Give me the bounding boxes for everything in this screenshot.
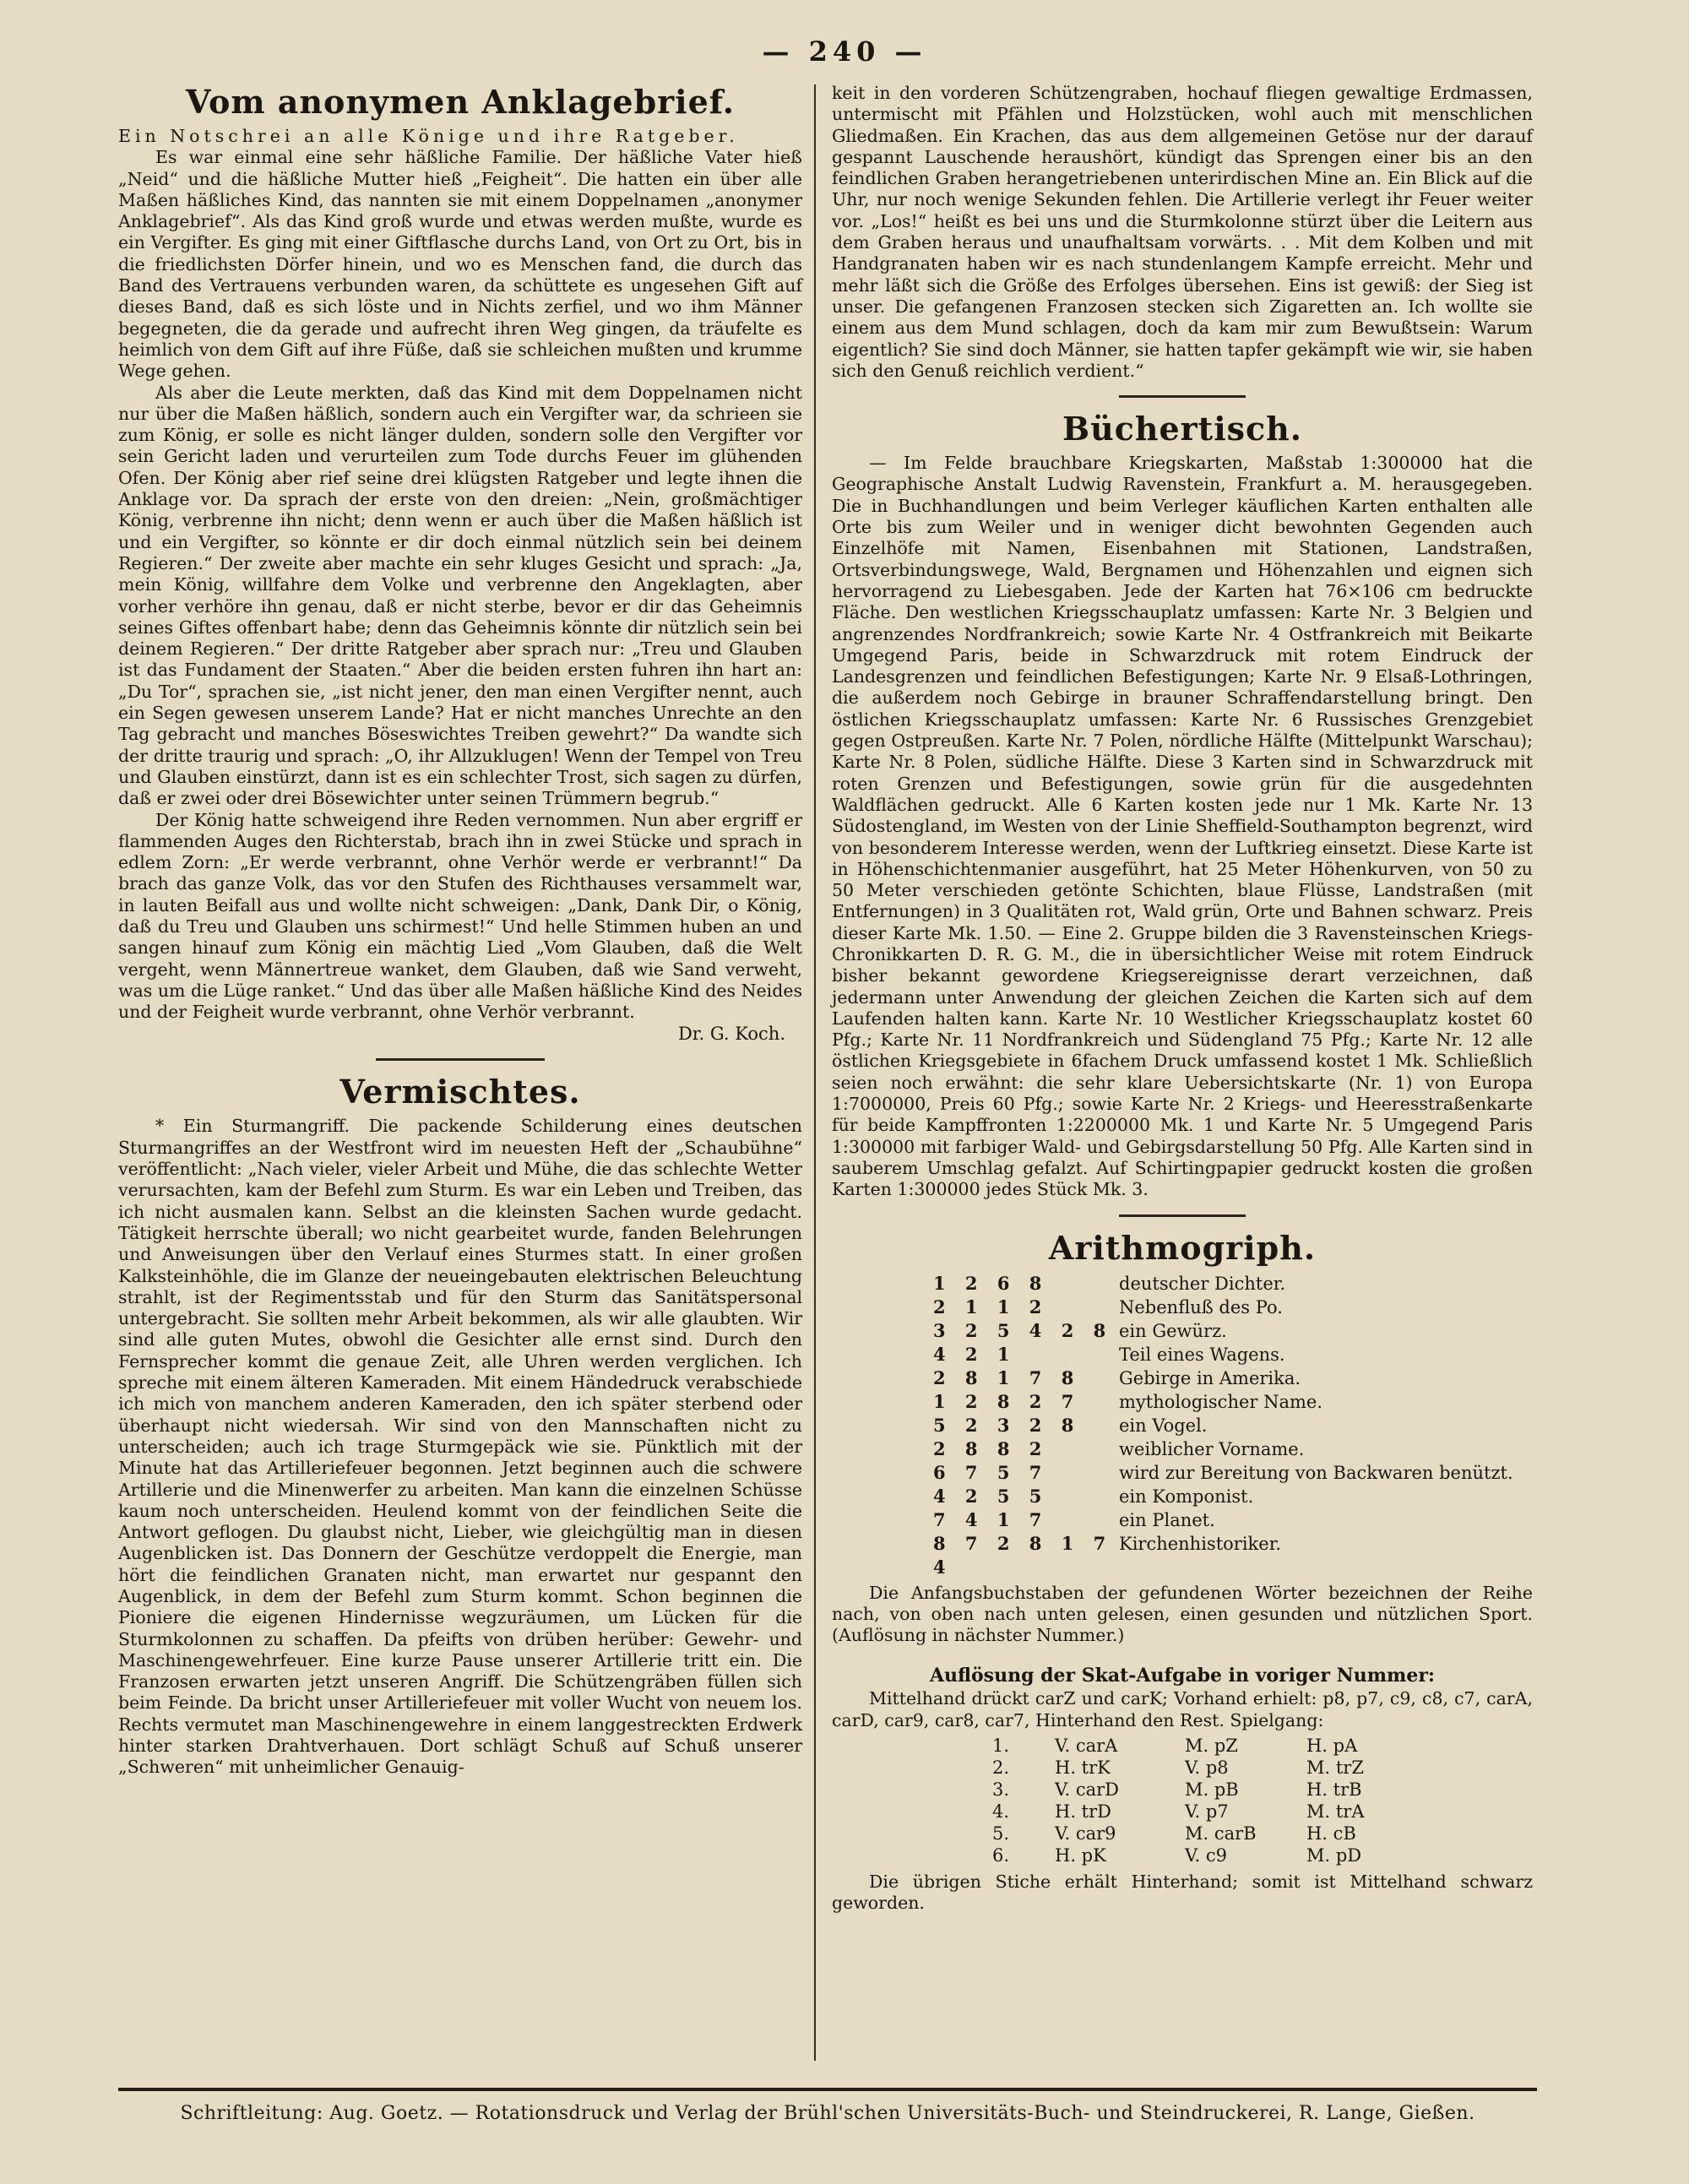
table-row: 6. H. pK V. c9 M. pD — [992, 1845, 1362, 1866]
article-paragraph: Es war einmal eine sehr häßliche Familie. Der häßliche Vater hieß „Neid“ und die häßliche Mutter hieß „Feigheit“. Die hatten ein über alle Maßen häßliches Kind, das nannten sie mit einem Doppelnamen „anonymer Anklagebrief“. Als das Kind groß wurde und etwas werden mußte, wurde es ein Vergifter. Es ging mit einer Giftflasche durchs Land, von Ort zu Ort, bis in die friedlichsten Dörfer hinein, und wo es Menschen fand, die durch das Band des Vertrauens verbunden waren, da schüttete es ungesehen Gift auf dieses Band, daß es sich löste und in Nichts zerfiel, und wo ihm Männer begegneten, die da gerade und aufrecht ihren Weg gingen, da träufelte es heimlich von dem Gift auf ihre Füße, daß sie schleichen mußten und krumme Wege gehen. — [118, 147, 802, 382]
article-title-vermischtes: Vermischtes. — [339, 1073, 581, 1111]
column-divider — [814, 84, 816, 2061]
arithmogriph-row: 2 8 8 2 weiblicher Vorname. — [933, 1437, 1305, 1459]
arithmogriph-row: 1 2 6 8 deutscher Dichter. — [933, 1272, 1286, 1294]
table-row: 1. V. carA M. pZ H. pA — [992, 1736, 1358, 1757]
arithmogriph-row: 5 2 3 2 8 ein Vogel. — [933, 1414, 1208, 1436]
arithmogriph-row: 6 7 5 7 wird zur Bereitung von Backwaren benützt. — [933, 1461, 1513, 1483]
table-row: 5. V. car9 M. carB H. cB — [992, 1823, 1356, 1844]
article-continuation: keit in den vorderen Schützengraben, hochauf fliegen gewaltige Erdmassen, untermischt mit Pfählen und Holzstücken, wohl auch mit menschlichen Gliedmaßen. Ein Krachen, das aus dem allgemeinen Getöse nur der darauf gespannt Lauschende heraushört, kündigt das Sprengen einer bis an den feindlichen Graben herangetriebenen unterirdischen Mine an. Ein Blick auf die Uhr, nur noch wenige Sekunden fehlen. Die Artillerie verlegt ihr Feuer weiter vor. „Los!“ heißt es bei uns und die Sturmkolonne stürzt über die Leitern aus dem Graben heraus und unaufhaltsam vorwärts. . . Mit dem Kolben und mit Handgranaten haben wir es nach stundenlangem Kampfe erreicht. Mehr und mehr läßt sich die Größe des Erfolges übersehen. Eins ist gewiß: der Sieg ist unser. Die gefangenen Franzosen stecken sich Zigaretten an. Ich wollte sie einem aus dem Mund schlagen, doch da kam mir zum Bewußtsein: Warum eigentlich? Sie sind doch Männer, sie hatten tapfer gekämpft wie wir, sie haben sich den Genuß reichlich verdient.“ — [832, 83, 1533, 381]
arithmogriph-list — [933, 1272, 1533, 1579]
article-paragraph: Der König hatte schweigend ihre Reden vernommen. Nun aber ergriff er flammenden Auges den Richterstab, brach ihn in zwei Stücke und sprach in edlem Zorn: „Er werde verbrannt, ohne Verhör werde er verbrannt!“ Da brach das ganze Volk, das vor den Stufen des Richthauses versammelt war, in lauten Beifall aus und wollte nicht schweigen: „Dank, Dank Dir, o König, daß du Treu und Glauben uns schirmest!“ Und helle Stimmen huben an und sangen hinauf zum König ein mächtig Lied „Vom Glauben, daß die Welt vergeht, wenn Männertreue wanket, dem Glauben, daß wie Sand verweht, was um die Lüge ranket.“ Und das über alle Maßen häßliche Kind des Neides und der Feigheit wurde verbrannt, ohne Verhör verbrannt. — [118, 809, 802, 1023]
table-row: 2. H. trK V. p8 M. trZ — [992, 1758, 1364, 1779]
section-separator — [376, 1058, 545, 1061]
arithmogriph-row: 2 8 1 7 8 Gebirge in Amerika. — [933, 1366, 1301, 1388]
section-separator — [1119, 1214, 1246, 1217]
section-title-buechertisch: Büchertisch. — [1062, 410, 1303, 448]
arithmogriph-row: 8 7 2 8 1 7 4 Kirchenhistoriker. — [933, 1532, 1282, 1578]
table-row: 4. H. trD V. p7 M. trA — [992, 1801, 1365, 1823]
skat-intro: Mittelhand drückt carZ und carK; Vorhand erhielt: p8, p7, c9, c8, c7, carA, carD, car9, car8, car7, Hinterhand den Rest. Spielgang: — [832, 1688, 1533, 1730]
article-subtitle: Ein Notschrei an alle Könige und ihre Ratgeber. — [118, 126, 739, 146]
buechertisch-paragraph: — Im Felde brauchbare Kriegskarten, Maßstab 1:300000 hat die Geographische Anstalt Ludwig Ravenstein, Frankfurt a. M. herausgegeben. Die in Buchhandlungen und beim Verleger käuflichen Karten enthalten alle Orte bis zum Weiler und in weniger dicht bewohnten Gegenden auch Einzelhöfe mit Namen, Eisenbahnen mit Stationen, Landstraßen, Ortsverbindungswege, Wald, Bergnamen und Höhenzahlen und eignen sich hervorragend zu Liebesgaben. Jede der Karten hat 76×106 cm bedruckte Fläche. Den westlichen Kriegsschauplatz umfassen: Karte Nr. 3 Belgien und angrenzendes Nordfrankreich; sowie Karte Nr. 4 Ostfrankreich mit Beikarte Umgegend Paris, beide in Schwarzdruck mit rotem Eindruck der Landesgrenzen und feindlichen Befestigungen; Karte Nr. 9 Elsaß-Lothringen, die außerdem noch Gebirge in brauner Schraffendarstellung bringt. Den östlichen Kriegsschauplatz umfassen: Karte Nr. 6 Russisches Grenzgebiet gegen Ostpreußen. Karte Nr. 7 Polen, nördliche Hälfte (Mittelpunkt Warschau); Karte Nr. 8 Polen, südliche Hälfte. Diese 3 Karten sind in Schwarzdruck mit roten Grenzen und Befestigungen, sowie grün für die ausgedehnten Waldflächen gedruckt. Alle 6 Karten kosten jede nur 1 Mk. Karte Nr. 13 Südostengland, im Westen von der Linie Sheffield-Southampton begrenzt, wird von besonderem Interesse werden, wenn der Luftkrieg einsetzt. Diese Karte ist in Höhenschichtenmanier ausgeführt, hat 25 Meter Höhenkurven, von 50 zu 50 Meter verschieden getönte Schichten, blaue Flüsse, Landstraßen (mit Entfernungen) in 3 Qualitäten rot, Wald grün, Orte und Bahnen schwarz. Preis dieser Karte Mk. 1.50. — Eine 2. Gruppe bilden die 3 Ravensteinschen Kriegs-Chronikkarten D. R. G. M., die in übersichtlicher Weise mit rotem Eindruck bisher bekannt gewordene Kriegsereignisse derart verzeichnen, daß jedermann unter Anwendung der gleichen Zeichen die Karten sich auf dem Laufenden halten kann. Karte Nr. 10 Westlicher Kriegsschauplatz kostet 60 Pfg.; Karte Nr. 11 Nordfrankreich und Südengland 75 Pfg.; Karte Nr. 12 alle östlichen Kriegsgebiete in 6fachem Druck umfassend kostet 1 Mk. Schließlich seien noch erwähnt: die sehr klare Uebersichtskarte (Nr. 1) von Europa 1:7000000, Preis 60 Pfg.; sowie Karte Nr. 2 Kriegs- und Heeresstraßenkarte für beide Kampffronten 1:2200000 Mk. 1 und Karte Nr. 5 Umgegend Paris 1:300000 mit farbiger Wald- und Gebirgsdarstellung 50 Pfg. Alle Karten sind in sauberem Umschlag gefalzt. Auf Schirtingpapier gedruckt kosten die großen Karten 1:300000 jedes Stück Mk. 3. — [832, 453, 1533, 1200]
arithmogriph-row: 4 2 1 Teil eines Wagens. — [933, 1343, 1285, 1365]
skat-outro: Die übrigen Stiche erhält Hinterhand; somit ist Mittelhand schwarz geworden. — [832, 1872, 1533, 1914]
left-column — [118, 83, 802, 1779]
article-paragraph: Als aber die Leute merkten, daß das Kind mit dem Doppelnamen nicht nur über die Maßen häßlich, sondern auch ein Vergifter war, da schrieen sie zum König, er solle es nicht länger dulden, sondern solle den Vergifter vor sein Gericht laden und verurteilen zum Tode durchs Feuer im glühenden Ofen. Der König aber rief seine drei klügsten Ratgeber und legte ihnen die Anklage vor. Da sprach der erste von den dreien: „Nein, großmächtiger König, verbrenne ihn nicht; denn wenn er auch über die Maßen häßlich ist und ein Vergifter, so könnte er dir doch einmal nützlich sein bei deinem Regieren.“ Der zweite aber machte ein sehr kluges Gesicht und sprach: „Ja, mein König, willfahre dem Volke und verbrenne den Angeklagten, aber vorher verhöre ihn genau, daß er nicht sterbe, bevor er dir das Geheimnis seines Giftes offenbart habe; denn das Geheimnis könnte dir nützlich sein bei deinem Regieren.“ Der dritte Ratgeber aber sprach nur: „Treu und Glauben ist das Fundament der Staaten.“ Aber die beiden ersten fuhren ihn hart an: „Du Tor“, sprachen sie, „ist nicht jener, den man einen Vergifter nennt, auch ein Segen gewesen unserem Lande? Hat er nicht manches Unrechte an den Tag gebracht und manches Böseswichtes Treiben gewehrt?“ Da wandte sich der dritte traurig und sprach: „O, ihr Allzuklugen! Wenn der Tempel von Treu und Glauben einstürzt, dann ist es ein schlechter Trost, sich sagen zu dürfen, daß er zwei oder drei Bösewichter unter seinen Trümmern begrub.“ — [118, 382, 802, 809]
skat-title: Auflösung der Skat-Aufgabe in voriger Nummer: — [929, 1665, 1436, 1687]
section-separator — [1119, 395, 1246, 398]
article-title-anklagebrief: Vom anonymen Anklagebrief. — [186, 83, 735, 121]
table-row: 3. V. carD M. pB H. trB — [992, 1779, 1362, 1801]
arithmogriph-row: 7 4 1 7 ein Planet. — [933, 1508, 1215, 1530]
skat-tricks-table — [992, 1735, 1377, 1866]
article-signature: Dr. G. Koch. — [677, 1024, 785, 1045]
footer-imprint: Schriftleitung: Aug. Goetz. — Rotationsdruck und Verlag der Brühl'schen Universitäts-Buch- und Steindruckerei, R. Lange, Gießen. — [180, 2103, 1475, 2124]
arithmogriph-row: 2 1 1 2 Nebenfluß des Po. — [933, 1296, 1283, 1317]
arithmogriph-row: 4 2 5 5 ein Komponist. — [933, 1485, 1254, 1507]
section-title-arithmogriph: Arithmogriph. — [1048, 1228, 1317, 1267]
arithmogriph-row: 3 2 5 4 2 8 ein Gewürz. — [933, 1319, 1227, 1341]
right-column — [832, 83, 1533, 1915]
page-number: — 240 — — [762, 35, 927, 68]
article-paragraph: * Ein Sturmangriff. Die packende Schilderung eines deutschen Sturmangriffes an der Westfront wird im neuesten Heft der „Schaubühne“ veröffentlicht: „Nach vieler, vieler Arbeit und Mühe, die das schlechte Wetter verursachten, kam der Befehl zum Sturm. Es war ein Leben und Treiben, das ich nicht ausmalen kann. Selbst an die kleinsten Sachen wurde gedacht. Tätigkeit herrschte überall; wo nicht gearbeitet wurde, fanden Belehrungen und Anweisungen über den Verlauf eines Sturmes statt. In einer großen Kalksteinhöhle, die im Glanze der neueingebauten elektrischen Beleuchtung strahlt, ist der Regimentsstab und für den Sturm das Sanitätspersonal untergebracht. Sie sollten mehr Arbeit bekommen, als wir alle glaubten. Wir sind alle guten Mutes, obwohl die Gesichter alle ernst sind. Durch den Fernsprecher kommt die genaue Zeit, alle Uhren werden verglichen. Ich spreche mit einem älteren Kameraden. Mit einem Händedruck verabschiede ich mich von manchem anderen Kameraden, den ich später sterbend oder überhaupt nicht wiedersah. Wir sind von den Mannschaften nicht zu unterscheiden; auch ich trage Sturmgepäck wie sie. Pünktlich mit der Minute hat das Artilleriefeuer begonnen. Jetzt beginnen auch die schwere Artillerie und die Minenwerfer zu arbeiten. Man kann die einzelnen Schüsse kaum noch unterscheiden. Heulend kommt von der feindlichen Seite die Antwort geflogen. Du glaubst nicht, Lieber, wie gleichgültig man in diesen Augenblicken ist. Das Donnern der Geschütze verdoppelt die Energie, man hört die feindlichen Granaten nicht, man erwartet nur gespannt den Augenblick, in dem der Befehl zum Sturm kommt. Schon beginnen die Pioniere die eigenen Hindernisse wegzuräumen, um Lücken für die Sturmkolonnen zu schaffen. Da pfeifts von drüben herüber: Gewehr- und Maschinengewehrfeuer. Eine kurze Pause unserer Artillerie tritt ein. Die Franzosen erwarten jetzt unseren Angriff. Die Schützengräben füllen sich beim Feinde. Da bricht unser Artilleriefeuer mit voller Wucht von neuem los. Rechts vermutet man Maschinengewehre in einem langgestreckten Erdwerk hinter starken Drahtverhauen. Dort schlägt Schuß auf Schuß unserer „Schweren“ mit unheimlicher Genauig- — [118, 1116, 802, 1778]
arithmogriph-note: Die Anfangsbuchstaben der gefundenen Wörter bezeichnen der Reihe nach, von oben nach unten gelesen, einen gesunden und nützlichen Sport. (Auflösung in nächster Nummer.) — [832, 1582, 1533, 1646]
footer-rule — [118, 2088, 1537, 2091]
arithmogriph-row: 1 2 8 2 7 mythologischer Name. — [933, 1390, 1323, 1412]
